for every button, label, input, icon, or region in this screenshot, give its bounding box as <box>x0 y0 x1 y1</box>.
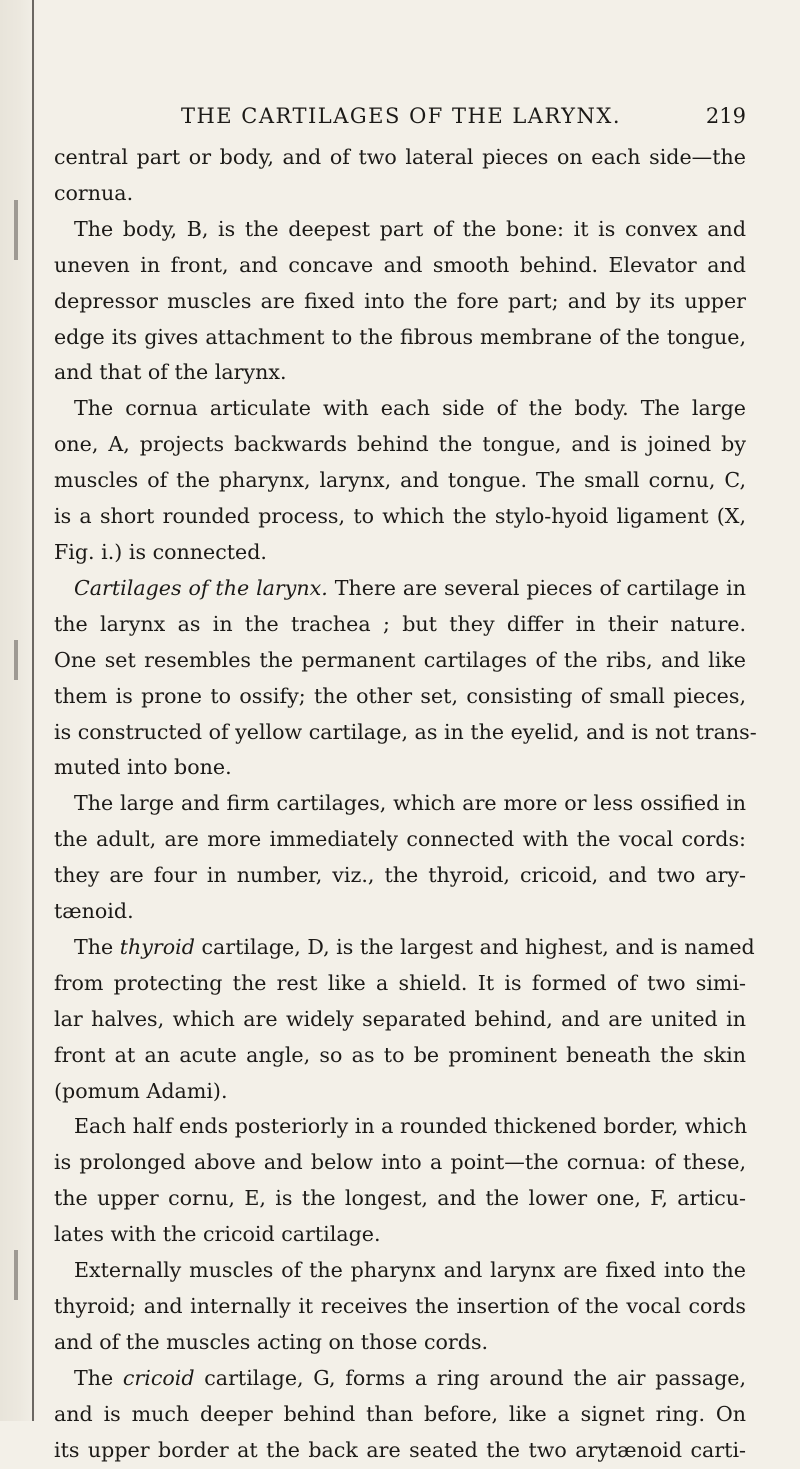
text-line: from protecting the rest like a shield. It is formed of two simi- <box>54 970 746 995</box>
text-span: The <box>74 934 120 959</box>
text-line: and that of the larynx. <box>54 360 287 385</box>
text-line: thyroid; and internally it receives the insertion of the vocal cords <box>54 1294 746 1318</box>
text-line: is constructed of yellow cartilage, as in the eyelid, and is not trans- <box>54 719 757 744</box>
text-line: front at an acute angle, so as to be prominent beneath the skin <box>54 1042 746 1067</box>
text-line: depressor muscles are fixed into the fore part; and by its upper <box>54 288 746 313</box>
text-line: the adult, are more immediately connected with the vocal cords: <box>54 827 746 852</box>
text-line: them is prone to ossify; the other set, consisting of small pieces, <box>54 683 746 708</box>
text-line: Each half ends posteriorly in a rounded thickened border, which <box>74 1114 748 1139</box>
text-line <box>54 571 746 607</box>
text-line: The body, B, is the deepest part of the bone: it is convex and <box>74 216 746 241</box>
text-line: cornua. <box>54 180 134 205</box>
text-line: its upper border at the back are seated the two arytænoid carti- <box>54 1437 746 1462</box>
page-header <box>56 104 746 134</box>
text-line: muted into bone. <box>54 755 232 780</box>
text-line: The large and firm cartilages, which are more or less ossified in <box>74 791 746 816</box>
gutter-mark <box>14 200 18 260</box>
text-line: The cornua articulate with each side of the body. The large <box>74 396 746 421</box>
emphasis-term: cricoid <box>122 1365 195 1390</box>
page-gutter <box>0 0 38 1421</box>
binding-edge <box>32 0 34 1421</box>
text-line: lates with the cricoid cartilage. <box>54 1222 381 1247</box>
body-text <box>54 140 757 1469</box>
running-title: THE CARTILAGES OF THE LARYNX. <box>180 104 621 128</box>
gutter-mark <box>14 1250 18 1300</box>
text-line: muscles of the pharynx, larynx, and tongue. The small cornu, C, <box>54 468 746 493</box>
text-line: one, A, projects backwards behind the tongue, and is joined by <box>54 432 746 457</box>
text-line: the upper cornu, E, is the longest, and the lower one, F, articu- <box>54 1186 746 1211</box>
text-line: edge its gives attachment to the fibrous membrane of the tongue, <box>54 324 746 349</box>
text-span: There are several pieces of cartilage in <box>327 575 746 600</box>
text-line: and is much deeper behind than before, like a signet ring. On <box>54 1401 746 1426</box>
text-line: One set resembles the permanent cartilages of the ribs, and like <box>54 647 746 672</box>
text-line <box>54 1361 746 1397</box>
text-span: The <box>74 1365 123 1390</box>
text-line: uneven in front, and concave and smooth behind. Elevator and <box>54 252 746 277</box>
gutter-mark <box>14 640 18 680</box>
text-line: central part or body, and of two lateral pieces on each side—the <box>54 145 746 169</box>
text-line: Fig. i.) is connected. <box>54 539 267 564</box>
text-line: and of the muscles acting on those cords. <box>54 1329 489 1354</box>
text-line: lar halves, which are widely separated behind, and are united in <box>54 1006 746 1031</box>
section-heading: Cartilages of the larynx. <box>74 575 328 600</box>
text-line: they are four in number, viz., the thyroid, cricoid, and two ary- <box>54 863 746 888</box>
text-span: cartilage, D, is the largest and highest, and is named <box>194 934 755 959</box>
text-span: cartilage, G, forms a ring around the air passage, <box>194 1365 746 1390</box>
text-line: is a short rounded process, to which the stylo-hyoid ligament (X, <box>54 504 746 529</box>
text-line: the larynx as in the trachea ; but they differ in their nature. <box>54 611 746 636</box>
text-line <box>54 930 755 966</box>
page-number: 219 <box>705 104 746 128</box>
text-line: is prolonged above and below into a point—the cornua: of these, <box>54 1150 746 1175</box>
text-line: Externally muscles of the pharynx and larynx are fixed into the <box>74 1258 746 1283</box>
text-line: tænoid. <box>54 899 134 924</box>
emphasis-term: thyroid <box>119 934 195 959</box>
text-line: (pomum Adami). <box>54 1078 228 1103</box>
